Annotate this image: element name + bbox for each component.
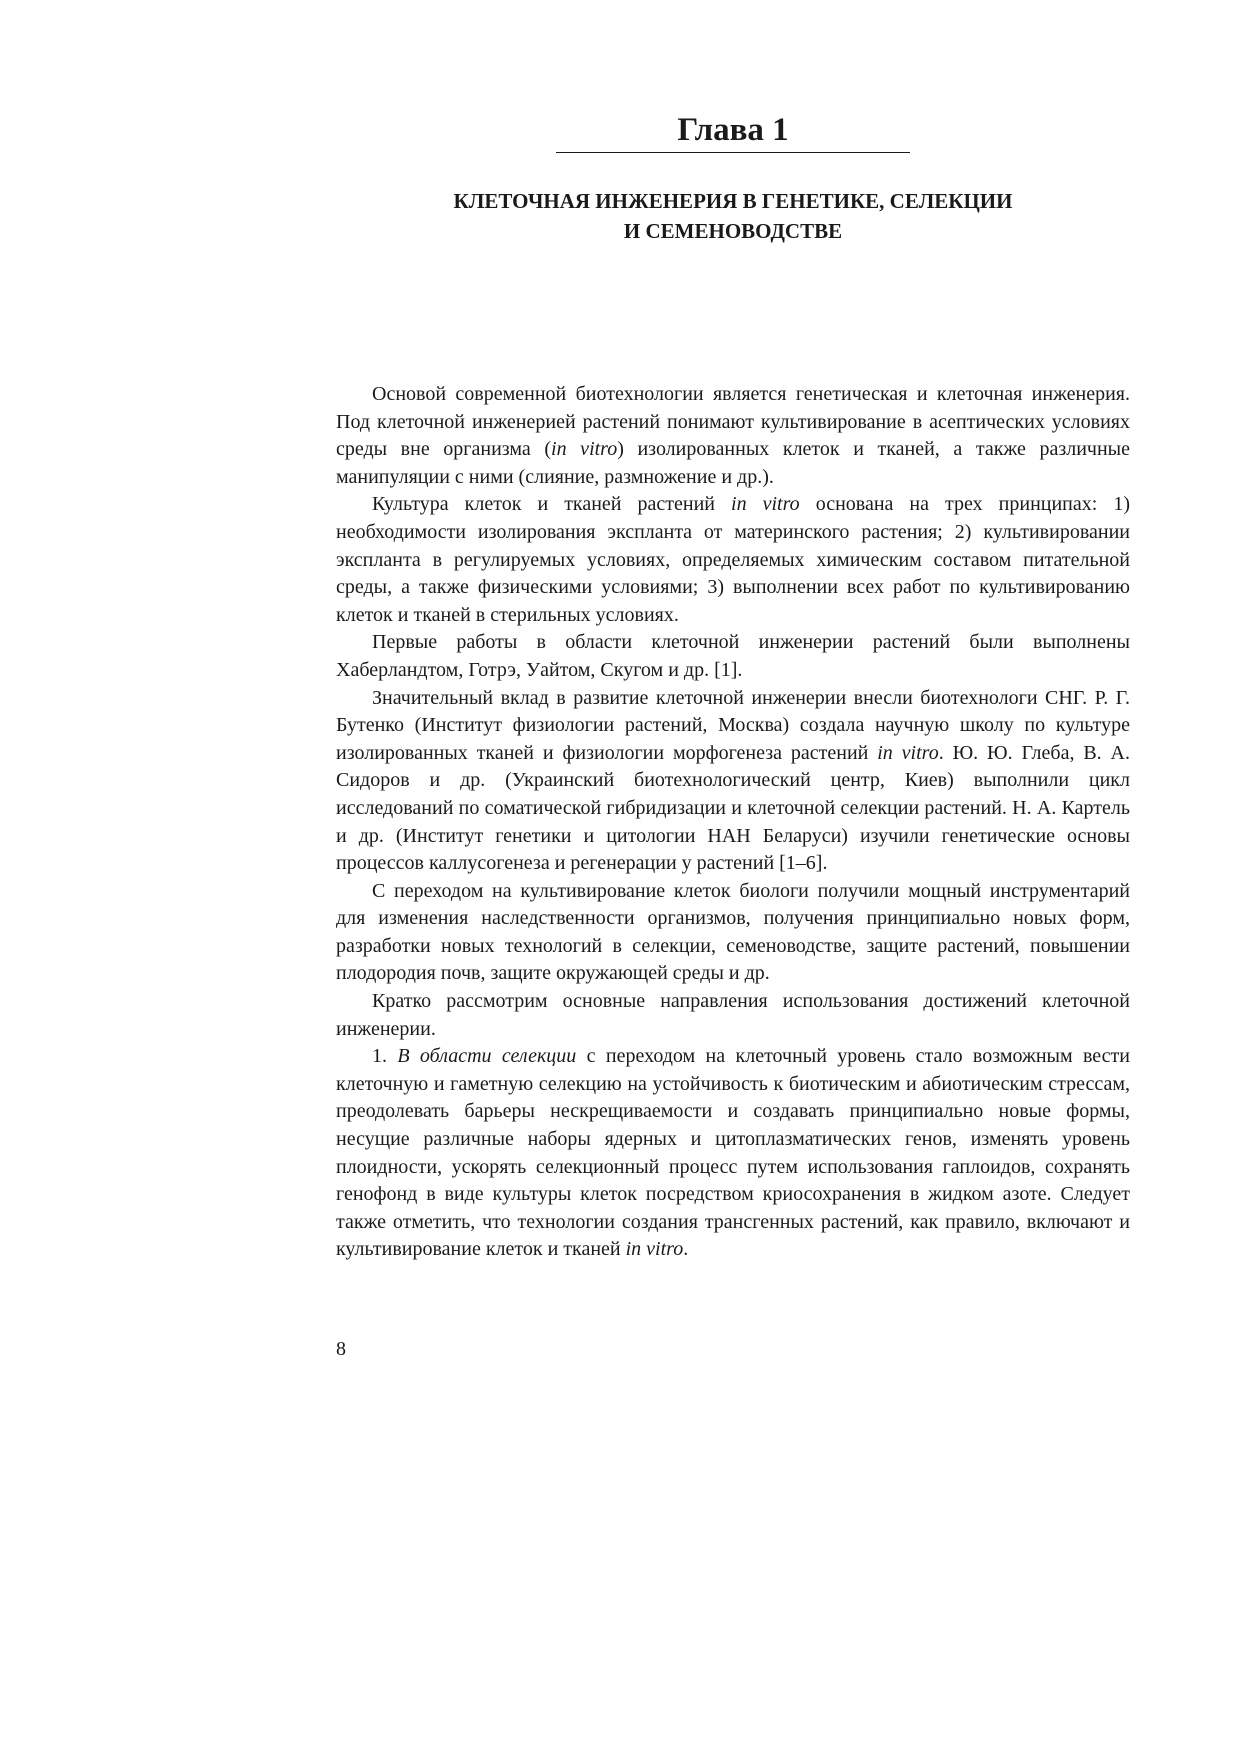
paragraph-5: С переходом на культивирование клеток биологи получили мощный инструментарий для изменения наследственности организмов, получения принципиально новых форм, разработки новых технологий в селекции, семеноводстве, защите растений, повышении плодородия почв, защите окружающей среды и др. <box>336 879 1130 985</box>
paragraph-7 <box>336 1043 1130 1264</box>
paragraph-text: с переходом на клеточный уровень стало возможным вести клеточную и гаметную селекцию на устойчивость к биотическим и абиотическим стрессам, преодолевать барьеры нескрещиваемости и создавать принципиально новые формы, несущие различные наборы ядерных и цитоплазматических генов, изменять уровень плоидности, ускорять селекционный процесс путем использования гаплоидов, сохранять генофонд в виде культуры клеток посредством криосохранения в жидком азоте. Следует также отметить, что технологии создания трансгенных растений, как правило, включают и культивирование клеток и тканей <box>336 1045 1130 1261</box>
italic-term: in vitro <box>877 741 939 764</box>
paragraph-6: Кратко рассмотрим основные направления использования достижений клеточной инженерии. <box>336 990 1130 1040</box>
page-number: 8 <box>336 1338 346 1360</box>
paragraph-text: Значительный вклад в развитие клеточной инженерии внесли биотехнологи СНГ. Р. Г. Бутенко (Институт физиологии растений, Москва) создала научную школу по культуре изолированных тканей и физиологии морфогенеза растений <box>336 686 1130 764</box>
chapter-title-rule <box>556 152 910 153</box>
paragraph-text: . Ю. Ю. Глеба, В. А. Сидоров и др. (Украинский биотехнологический центр, Киев) выполнили цикл исследований по соматической гибридизации и клеточной селекции растений. Н. А. Картель и др. (Институт генетики и цитологии НАН Беларуси) изучили генетические основы процессов каллусогенеза и регенерации у растений [1–6]. <box>336 741 1130 875</box>
paragraph-4 <box>336 685 1130 878</box>
italic-term: in vitro <box>551 438 618 461</box>
paragraph-text: . <box>683 1238 689 1261</box>
italic-term: В области селекции <box>397 1045 577 1068</box>
paragraph-1 <box>336 381 1130 491</box>
chapter-subtitle-line-1: КЛЕТОЧНАЯ ИНЖЕНЕРИЯ В ГЕНЕТИКЕ, СЕЛЕКЦИИ <box>453 189 1013 213</box>
paragraph-3: Первые работы в области клеточной инженерии растений были выполнены Хаберландтом, Готрэ, Уайтом, Скугом и др. [1]. <box>336 631 1130 681</box>
chapter-title: Глава 1 <box>677 112 789 148</box>
paragraph-2 <box>336 491 1130 629</box>
paragraph-text: Культура клеток и тканей растений <box>372 493 732 516</box>
paragraph-text: 1. <box>372 1045 398 1068</box>
paragraph-text: Основой современной биотехнологии является генетическая и клеточная инженерия. Под клеточной инженерией растений понимают культивирование в асептических условиях среды вне организма ( <box>336 383 1130 461</box>
chapter-subtitle <box>336 186 1130 246</box>
chapter-subtitle-line-2: И СЕМЕНОВОДСТВЕ <box>623 219 843 243</box>
paragraph-text: ) изолированных клеток и тканей, а также различные манипуляции с ними (слияние, размножение и др.). <box>336 438 1130 488</box>
paragraph-text: основана на трех принципах: 1) необходимости изолирования эксплантa от материнского растения; 2) культивировании экспланта в регулируемых условиях, определяемых химическим составом питательной среды, а также физическими условиями; 3) выполнении всех работ по культивированию клеток и тканей в стерильных условиях. <box>336 493 1130 626</box>
body-text <box>336 381 1130 1264</box>
italic-term: in vitro <box>731 493 800 516</box>
italic-term: in vitro <box>625 1238 684 1261</box>
